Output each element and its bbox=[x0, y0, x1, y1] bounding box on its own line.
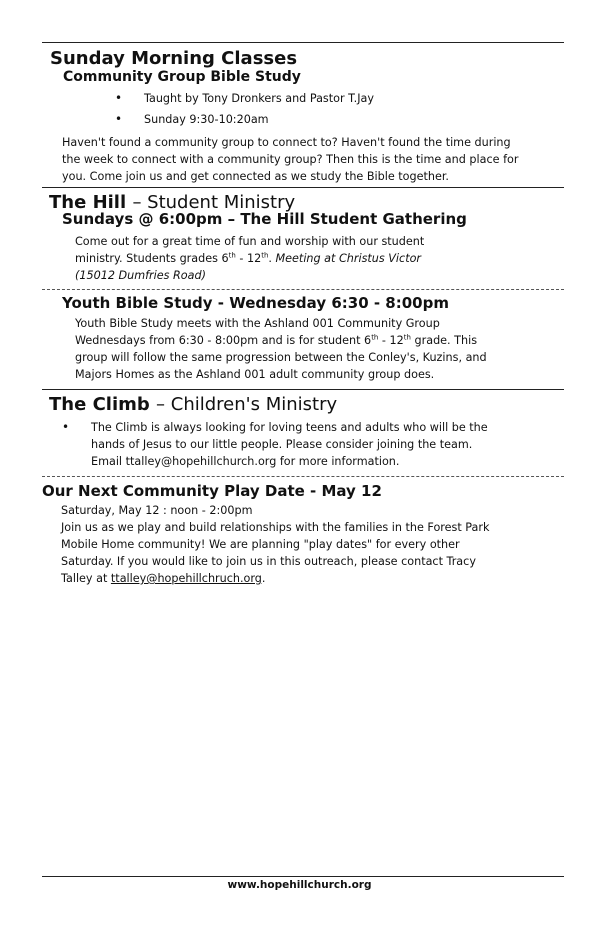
hill-line-1: Come out for a great time of fun and worship with our student bbox=[75, 235, 425, 248]
climb-bullet bbox=[91, 419, 488, 470]
climb-line-3: Email ttalley@hopehillchurch.org for more information. bbox=[91, 455, 400, 468]
hill-meeting-location: Meeting at Christus Victor bbox=[275, 252, 422, 265]
youth-description bbox=[75, 315, 487, 383]
rule-after-sunday bbox=[42, 187, 564, 188]
top-rule bbox=[42, 42, 564, 43]
hill-line-3: (15012 Dumfries Road) bbox=[75, 269, 206, 282]
climb-title bbox=[49, 394, 337, 415]
play-line-1: Join us as we play and build relationships with the families in the Forest Park bbox=[61, 521, 490, 534]
sunday-para-line-1: Haven't found a community group to connect to? Haven't found the time during bbox=[62, 136, 511, 149]
youth-sup-2: th bbox=[403, 333, 411, 342]
play-last-prefix: Talley at bbox=[61, 572, 111, 585]
youth-line-2-b: - 12 bbox=[378, 334, 404, 347]
youth-line-1: Youth Bible Study meets with the Ashland 001 Community Group bbox=[75, 317, 440, 330]
sunday-para-line-2: the week to connect with a community group? Then this is the time and place for bbox=[62, 153, 519, 166]
climb-title-name: The Climb bbox=[49, 394, 150, 415]
youth-line-3: group will follow the same progression between the Conley's, Kuzins, and bbox=[75, 351, 487, 364]
hill-title-suffix: – Student Ministry bbox=[132, 192, 296, 213]
sunday-bullets bbox=[144, 90, 374, 128]
hill-line-2-a: ministry. Students grades 6 bbox=[75, 252, 229, 265]
footer-rule bbox=[42, 876, 564, 877]
sunday-subtitle: Community Group Bible Study bbox=[63, 69, 301, 85]
hill-line-2-c: . bbox=[268, 252, 276, 265]
hill-sup-1: th bbox=[228, 251, 236, 260]
youth-line-2-c: grade. This bbox=[410, 334, 478, 347]
hill-title-name: The Hill bbox=[49, 192, 127, 213]
rule-after-youth bbox=[42, 389, 564, 390]
sunday-paragraph bbox=[62, 134, 518, 185]
dashed-rule-1 bbox=[42, 289, 564, 290]
hill-line-2 bbox=[75, 250, 424, 267]
sunday-para-line-3: you. Come join us and get connected as we study the Bible together. bbox=[62, 170, 449, 183]
sunday-bullet-1: • Taught by Tony Dronkers and Pastor T.Jay bbox=[144, 90, 374, 107]
sunday-title: Sunday Morning Classes bbox=[50, 48, 298, 69]
sunday-bullet-2: • Sunday 9:30-10:20am bbox=[144, 111, 374, 128]
climb-line-1: • The Climb is always looking for loving teens and adults who will be the bbox=[91, 421, 488, 434]
play-line-3: Saturday. If you would like to join us in this outreach, please contact Tracy bbox=[61, 555, 476, 568]
footer-url[interactable]: www.hopehillchurch.org bbox=[227, 879, 372, 891]
youth-line-4: Majors Homes as the Ashland 001 adult community group does. bbox=[75, 368, 435, 381]
hill-line-2-b: - 12 bbox=[235, 252, 262, 265]
dashed-rule-2 bbox=[42, 476, 564, 477]
play-line-2: Mobile Home community! We are planning "play dates" for every other bbox=[61, 538, 460, 551]
youth-line-2-a: Wednesdays from 6:30 - 8:00pm and is for student 6 bbox=[75, 334, 372, 347]
youth-line-2 bbox=[75, 332, 487, 349]
climb-line-2: hands of Jesus to our little people. Please consider joining the team. bbox=[91, 438, 473, 451]
youth-sup-1: th bbox=[371, 333, 379, 342]
play-description bbox=[61, 502, 490, 587]
hill-gathering: Sundays @ 6:00pm – The Hill Student Gathering bbox=[62, 210, 467, 228]
youth-title: Youth Bible Study - Wednesday 6:30 - 8:00pm bbox=[62, 294, 449, 312]
hill-sup-2: th bbox=[261, 251, 269, 260]
play-title: Our Next Community Play Date - May 12 bbox=[42, 482, 382, 500]
climb-title-suffix: – Children's Ministry bbox=[156, 394, 338, 415]
climb-bullet-item bbox=[91, 419, 488, 470]
play-date: Saturday, May 12 : noon - 2:00pm bbox=[61, 504, 253, 517]
play-last-suffix: . bbox=[261, 572, 266, 585]
play-line-4 bbox=[61, 570, 490, 587]
play-email-link[interactable]: ttalley@hopehillchruch.org bbox=[110, 572, 262, 585]
hill-description bbox=[75, 233, 424, 284]
